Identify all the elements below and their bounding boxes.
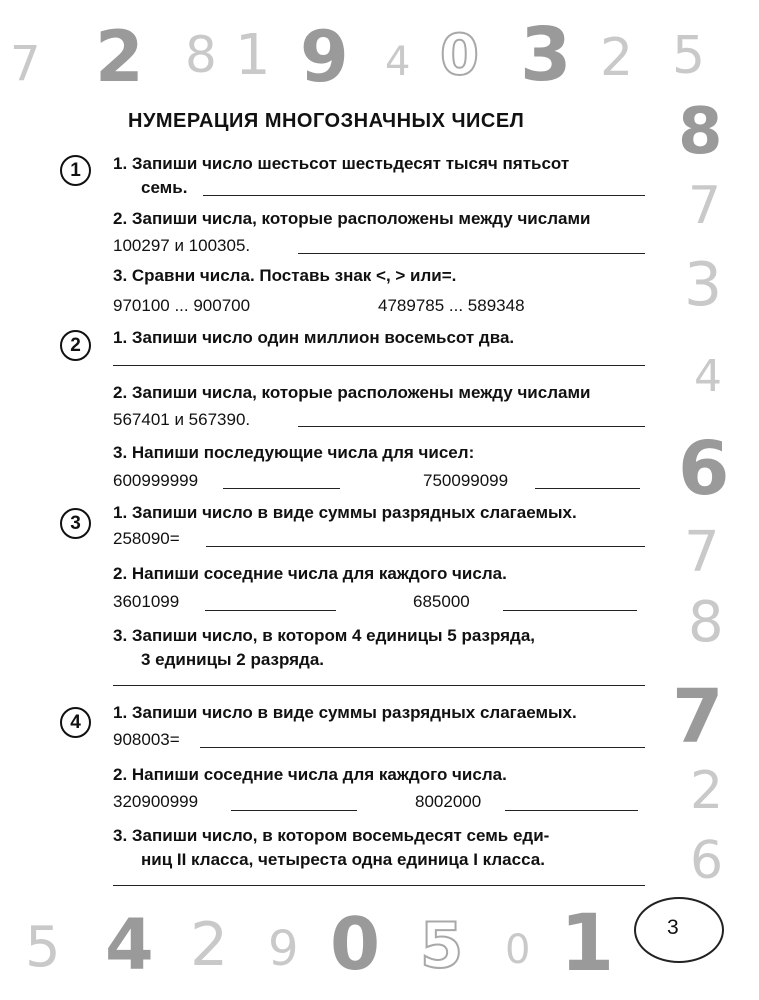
task-2-item-3-text: 3. Напиши последующие числа для чисел: — [113, 443, 475, 462]
task-4-item-1-number: 908003= — [113, 730, 180, 749]
task-2-number-b: 750099099 — [423, 471, 509, 490]
task-2-item-2-text: 2. Запиши числа, которые расположены между числами — [113, 383, 591, 402]
answer-line[interactable] — [505, 810, 638, 811]
task-number-3: 3 — [60, 508, 91, 539]
answer-line[interactable] — [535, 488, 640, 489]
page-title: НУМЕРАЦИЯ МНОГОЗНАЧНЫХ ЧИСЕЛ — [128, 110, 525, 132]
decor-digit: 1 — [235, 23, 271, 88]
task-1-compare-a: 970100 ... 900700 — [113, 296, 251, 315]
task-3-item-1-text: 1. Запиши число в виде суммы разрядных слагаемых. — [113, 503, 577, 522]
task-4-item-3-text: 3. Запиши число, в котором восемьдесят семь еди- — [113, 826, 550, 845]
task-1-item-2-numbers: 100297 и 100305. — [113, 236, 251, 255]
decor-digit: 8 — [678, 95, 723, 169]
answer-line[interactable] — [200, 747, 645, 748]
task-4-number-a: 320900999 — [113, 792, 199, 811]
task-1-item-2-text: 2. Запиши числа, которые расположены между числами — [113, 209, 591, 228]
decor-digit: 5 — [25, 915, 61, 980]
decor-digit: 2 — [95, 16, 144, 98]
decor-digit: 9 — [268, 921, 299, 977]
answer-line[interactable] — [113, 365, 645, 366]
task-3-item-3-text: 3. Запиши число, в котором 4 единицы 5 разряда, — [113, 626, 536, 645]
page-number-oval — [634, 897, 724, 963]
decor-digit: 8 — [185, 26, 217, 84]
task-4-item-1-text: 1. Запиши число в виде суммы разрядных слагаемых. — [113, 703, 577, 722]
decor-digit: 5 — [672, 26, 706, 86]
answer-line[interactable] — [113, 885, 645, 886]
decor-digit: 2 — [190, 910, 229, 980]
decor-digit: 0 — [505, 927, 531, 973]
answer-line[interactable] — [206, 546, 645, 547]
decor-digit: 7 — [684, 520, 720, 585]
task-1-item-1-text-cont: семь. — [141, 178, 188, 197]
decor-digit: 1 — [560, 899, 615, 989]
task-4-number-b: 8002000 — [415, 792, 482, 811]
decor-digit: 4 — [385, 39, 411, 85]
answer-line[interactable] — [298, 426, 645, 427]
decor-digit: 8 — [688, 590, 724, 655]
answer-line[interactable] — [231, 810, 357, 811]
task-3-item-3-text-cont: 3 единицы 2 разряда. — [141, 650, 325, 669]
task-number-1: 1 — [60, 155, 91, 186]
answer-line[interactable] — [223, 488, 340, 489]
answer-line[interactable] — [298, 253, 645, 254]
task-3-item-2-text: 2. Напиши соседние числа для каждого числа. — [113, 564, 507, 583]
answer-line[interactable] — [113, 685, 645, 686]
decor-digit: 5 — [420, 909, 464, 982]
answer-line[interactable] — [203, 195, 645, 196]
task-4-item-2-text: 2. Напиши соседние числа для каждого числа. — [113, 765, 507, 784]
page-number: 3 — [667, 916, 679, 939]
task-2-item-1-text: 1. Запиши число один миллион восемьсот два. — [113, 328, 515, 347]
task-3-number-b: 685000 — [413, 592, 470, 611]
task-3-item-1-number: 258090= — [113, 529, 180, 548]
task-4-item-3-text-cont: ниц II класса, четыреста одна единица I класса. — [141, 850, 545, 869]
task-1-item-1-text: 1. Запиши число шестьсот шестьдесят тысяч пятьсот — [113, 154, 570, 173]
decor-digit: 2 — [690, 761, 724, 821]
task-1-item-3-text: 3. Сравни числа. Поставь знак <, > или=. — [113, 266, 457, 285]
decor-digit: 9 — [300, 16, 349, 98]
answer-line[interactable] — [205, 610, 336, 611]
decor-digit: 7 — [688, 176, 722, 236]
decor-digit: 3 — [684, 250, 723, 320]
task-number-2: 2 — [60, 330, 91, 361]
task-1-compare-b: 4789785 ... 589348 — [378, 296, 525, 315]
task-2-number-a: 600999999 — [113, 471, 199, 490]
decor-digit: 7 — [672, 674, 724, 760]
decor-digit: 7 — [10, 36, 41, 92]
decor-digit: 6 — [678, 426, 730, 512]
task-number-4: 4 — [60, 707, 91, 738]
decor-digit: 2 — [600, 28, 634, 88]
decor-digit: 6 — [690, 831, 724, 891]
decor-digit: 0 — [330, 902, 381, 986]
answer-line[interactable] — [503, 610, 637, 611]
decor-digit: 0 — [440, 23, 479, 88]
task-3-number-a: 3601099 — [113, 592, 180, 611]
decor-digit: 4 — [105, 904, 154, 986]
decor-digit: 3 — [520, 12, 572, 98]
decor-digit: 4 — [694, 351, 722, 402]
task-2-item-2-numbers: 567401 и 567390. — [113, 410, 251, 429]
